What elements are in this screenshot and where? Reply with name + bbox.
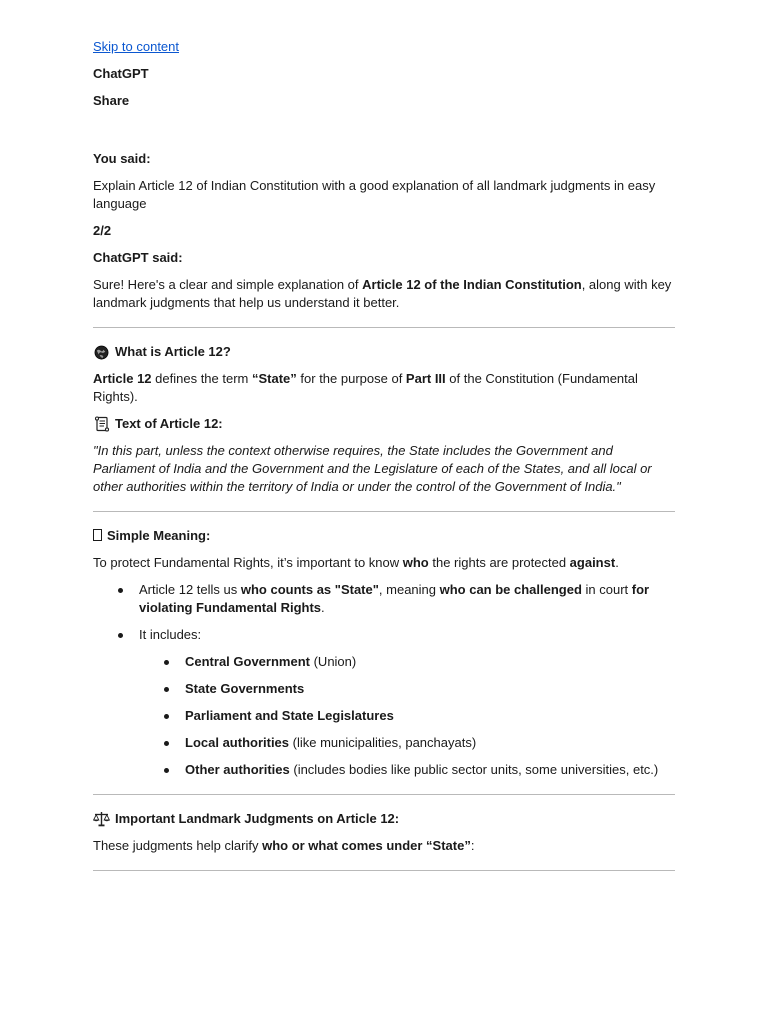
sm-bold-1: who bbox=[402, 555, 429, 570]
article-quote: "In this part, unless the context otherwise requires, the State includes the Government and Parliament of India and the Government and the Legislature of each of the States, and all local or other authorities within the territory of India or under the control of the Government of India." bbox=[93, 443, 652, 494]
j-text-1: These judgments help clarify bbox=[93, 838, 263, 853]
b1-text-3: in court bbox=[581, 582, 632, 597]
def-bold-3: Part III bbox=[405, 371, 446, 386]
def-bold-2: “State” bbox=[252, 371, 297, 386]
section-heading-judgments bbox=[93, 810, 675, 828]
include-bold: State Governments bbox=[185, 681, 305, 696]
section-heading-simple-meaning bbox=[93, 527, 675, 545]
heading-text: Text of Article 12: bbox=[115, 416, 223, 431]
def-text-3: of the Constitution (Fundamental Rights). bbox=[93, 371, 638, 404]
simple-meaning-list bbox=[93, 581, 675, 779]
missing-glyph-icon bbox=[93, 527, 106, 545]
assistant-label: ChatGPT said: bbox=[93, 250, 183, 265]
divider bbox=[93, 327, 675, 328]
include-rest: (Union) bbox=[309, 654, 357, 669]
j-text-2: : bbox=[470, 838, 475, 853]
def-text-2: for the purpose of bbox=[296, 371, 406, 386]
share-label[interactable]: Share bbox=[93, 93, 130, 108]
b1-text-4: . bbox=[321, 600, 325, 615]
include-bold: Local authorities bbox=[185, 735, 290, 750]
globe-icon bbox=[93, 344, 110, 361]
intro-text: Sure! Here's a clear and simple explanation of bbox=[93, 277, 363, 292]
include-rest: (includes bodies like public sector units, some universities, etc.) bbox=[289, 762, 659, 777]
assistant-intro bbox=[93, 276, 675, 312]
list-item bbox=[185, 707, 675, 725]
response-variant-counter: 2/2 bbox=[93, 223, 112, 238]
list-item bbox=[139, 626, 675, 779]
user-label: You said: bbox=[93, 151, 151, 166]
divider bbox=[93, 794, 675, 795]
section-heading-what-is bbox=[93, 343, 675, 361]
include-bold: Other authorities bbox=[185, 762, 290, 777]
b1-bold-3: for violating Fundamental Rights bbox=[139, 582, 650, 615]
intro-text-end: , along with key landmark judgments that help us understand it better. bbox=[93, 277, 672, 310]
list-item bbox=[185, 653, 675, 671]
heading-text: Important Landmark Judgments on Article 12: bbox=[115, 811, 400, 826]
skip-to-content-link[interactable]: Skip to content bbox=[93, 39, 179, 54]
sm-bold-2: against bbox=[569, 555, 616, 570]
heading-text: What is Article 12? bbox=[115, 344, 231, 359]
scales-icon bbox=[93, 811, 110, 828]
sm-text-2: the rights are protected bbox=[428, 555, 570, 570]
list-item bbox=[185, 761, 675, 779]
b1-bold-1: who counts as "State" bbox=[240, 582, 379, 597]
b1-text-1: Article 12 tells us bbox=[139, 582, 241, 597]
b1-bold-2: who can be challenged bbox=[439, 582, 582, 597]
divider bbox=[93, 870, 675, 871]
list-item bbox=[185, 680, 675, 698]
include-rest: (like municipalities, panchayats) bbox=[289, 735, 477, 750]
scroll-icon bbox=[93, 416, 110, 433]
include-bold: Central Government bbox=[185, 654, 310, 669]
includes-list bbox=[139, 653, 675, 779]
def-text-1: defines the term bbox=[151, 371, 252, 386]
j-bold: who or what comes under “State” bbox=[262, 838, 471, 853]
section-heading-text bbox=[93, 415, 675, 433]
sm-text-3: . bbox=[615, 555, 619, 570]
def-bold-1: Article 12 bbox=[93, 371, 152, 386]
divider bbox=[93, 511, 675, 512]
include-bold: Parliament and State Legislatures bbox=[185, 708, 394, 723]
user-message: Explain Article 12 of Indian Constitution with a good explanation of all landmark judgments in easy language bbox=[93, 178, 656, 211]
simple-meaning-line bbox=[93, 554, 675, 572]
heading-text: Simple Meaning: bbox=[107, 528, 211, 543]
list-item bbox=[185, 734, 675, 752]
app-name: ChatGPT bbox=[93, 66, 149, 81]
what-is-definition bbox=[93, 370, 675, 406]
sm-text-1: To protect Fundamental Rights, it’s important to know bbox=[93, 555, 403, 570]
b2-text: It includes: bbox=[139, 627, 202, 642]
judgments-intro bbox=[93, 837, 675, 855]
list-item bbox=[139, 581, 675, 617]
intro-bold: Article 12 of the Indian Constitution bbox=[362, 277, 582, 292]
b1-text-2: , meaning bbox=[378, 582, 440, 597]
